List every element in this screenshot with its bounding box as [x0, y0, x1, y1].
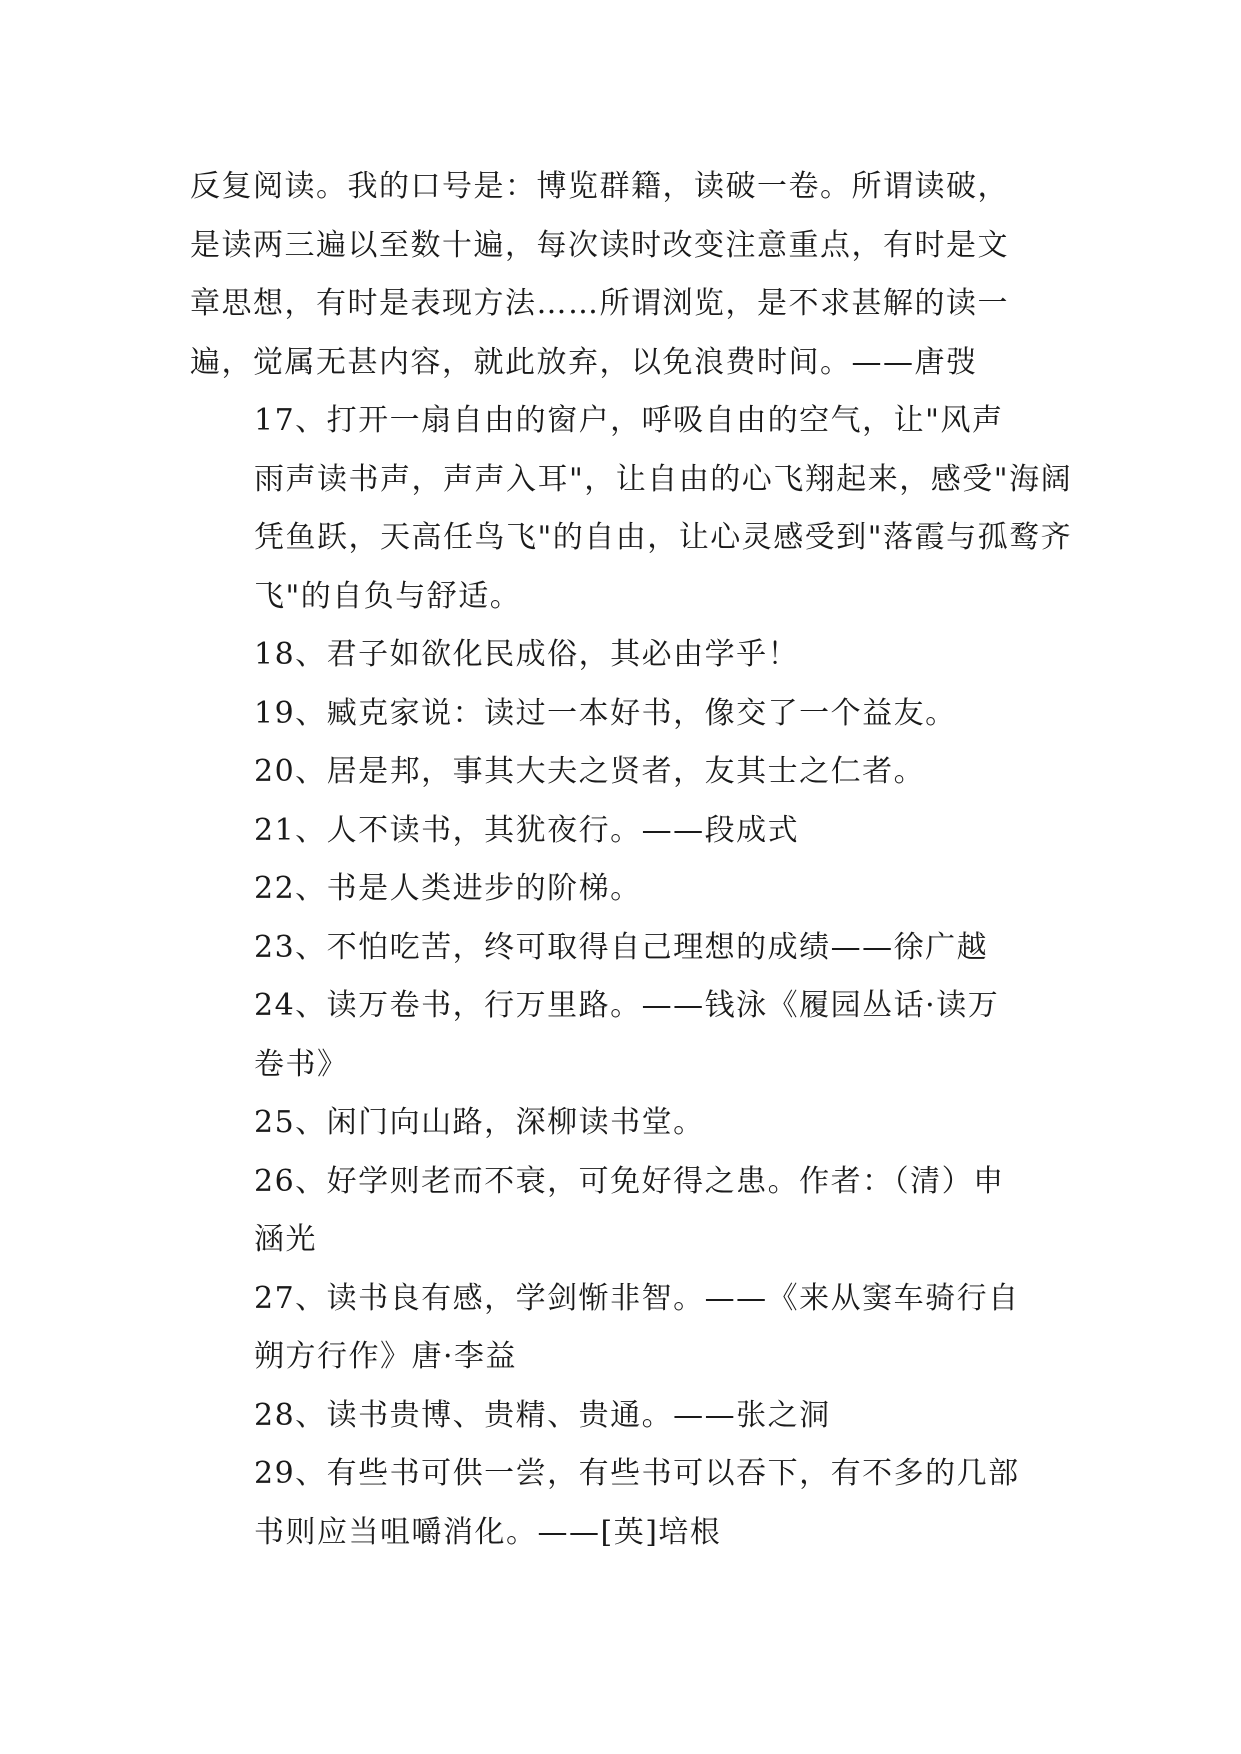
paragraph: [190, 1094, 1070, 1153]
text-line: 是读两三遍以至数十遍，每次读时改变注意重点，有时是文: [190, 227, 1009, 263]
text-line: 书则应当咀嚼消化。——[英]培根: [254, 1514, 722, 1550]
text-line: 遍，觉属无甚内容，就此放弃，以免浪费时间。——唐弢: [190, 344, 978, 380]
text-line: 25、闲门向山路，深柳读书堂。: [254, 1105, 705, 1140]
text-line: 29、有些书可供一尝，有些书可以吞下，有不多的几部: [254, 1456, 1020, 1491]
paragraph: [190, 1445, 1070, 1562]
paragraph: [190, 392, 1073, 626]
text-line: 18、君子如欲化民成俗，其必由学乎！: [254, 637, 800, 672]
text-line: 19、臧克家说：读过一本好书，像交了一个益友。: [254, 695, 957, 731]
paragraph: [190, 860, 1070, 919]
text-line: 21、人不读书，其犹夜行。——段成式: [254, 812, 800, 848]
paragraph: [190, 743, 1070, 802]
text-line: 17、打开一扇自由的窗户，呼吸自由的空气，让"风声: [254, 403, 1004, 438]
paragraph: [190, 685, 1070, 744]
paragraph: [190, 158, 1070, 392]
paragraph: [190, 802, 1070, 861]
paragraph: [190, 1270, 1070, 1387]
document-body: [190, 158, 1073, 1562]
paragraph: [190, 1153, 1070, 1270]
text-line: 22、书是人类进步的阶梯。: [254, 871, 642, 906]
text-line: 飞"的自负与舒适。: [254, 578, 522, 614]
text-line: 28、读书贵博、贵精、贵通。——张之洞: [254, 1397, 831, 1433]
text-line: 反复阅读。我的口号是：博览群籍，读破一卷。所谓读破，: [190, 169, 1009, 204]
paragraph: [190, 977, 1070, 1094]
text-line: 凭鱼跃，天高任鸟飞"的自由，让心灵感受到"落霞与孤鹜齐: [254, 520, 1073, 555]
paragraph: [190, 919, 1070, 978]
text-line: 26、好学则老而不衰，可免好得之患。作者：（清）申: [254, 1163, 1005, 1199]
text-line: 23、不怕吃苦，终可取得自己理想的成绩——徐广越: [254, 929, 989, 965]
text-line: 27、读书良有感，学剑惭非智。——《来从窦车骑行自: [254, 1280, 1020, 1316]
text-line: 卷书》: [254, 1046, 349, 1082]
paragraph: [190, 626, 1070, 685]
text-line: 章思想，有时是表现方法……所谓浏览，是不求甚解的读一: [190, 286, 1009, 321]
text-line: 涵光: [254, 1222, 317, 1257]
text-line: 24、读万卷书，行万里路。——钱泳《履园丛话·读万: [254, 988, 1000, 1023]
text-line: 20、居是邦，事其大夫之贤者，友其士之仁者。: [254, 754, 926, 789]
text-line: 雨声读书声，声声入耳"，让自由的心飞翔起来，感受"海阔: [254, 461, 1073, 497]
text-line: 朔方行作》唐·李益: [254, 1339, 518, 1374]
paragraph: [190, 1387, 1070, 1446]
